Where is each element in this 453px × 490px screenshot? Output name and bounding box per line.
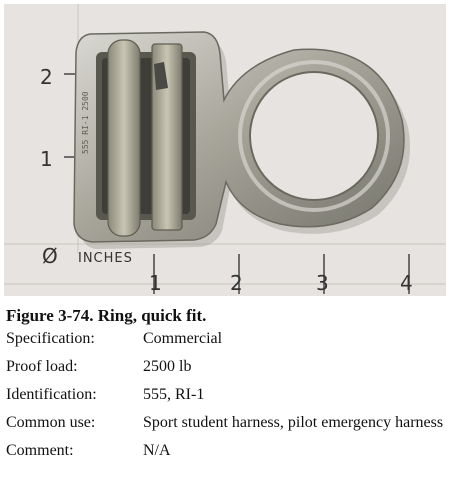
- spec-label: Specification:: [6, 330, 95, 347]
- spec-value: 2500 lb: [143, 358, 192, 375]
- ruler-x-tick-4: 4: [400, 271, 413, 295]
- ruler-unit-label: INCHES: [78, 251, 133, 266]
- spec-label: Comment:: [6, 442, 74, 459]
- spec-value: N/A: [143, 442, 171, 459]
- ruler-x-tick-3: 3: [316, 271, 329, 295]
- spec-label: Identification:: [6, 386, 97, 403]
- spec-row-proof-load: [6, 356, 446, 384]
- spec-value: Commercial: [143, 330, 223, 347]
- product-photo: [4, 4, 446, 296]
- spec-row-comment: [6, 440, 446, 468]
- spec-row-common-use: [6, 412, 446, 440]
- spec-row-identification: [6, 384, 446, 412]
- ruler-y-tick-2: 2: [40, 65, 53, 89]
- spec-label: Common use:: [6, 414, 96, 431]
- spec-table: [6, 328, 446, 468]
- ruler-x-tick-2: 2: [230, 271, 243, 295]
- ruler-x-tick-1: 1: [149, 271, 162, 295]
- figure-caption: Figure 3-74. Ring, quick fit.: [6, 306, 207, 325]
- spec-value: Sport student harness, pilot emergency harness: [143, 414, 444, 431]
- spec-label: Proof load:: [6, 358, 78, 375]
- spec-value: 555, RI-1: [143, 386, 205, 403]
- spec-row-specification: [6, 328, 446, 356]
- svg-text:555 RI-1 2500: 555 RI-1 2500: [81, 91, 90, 154]
- ruler-zero-label: Ø: [42, 244, 58, 268]
- ruler-y-tick-1: 1: [40, 147, 53, 171]
